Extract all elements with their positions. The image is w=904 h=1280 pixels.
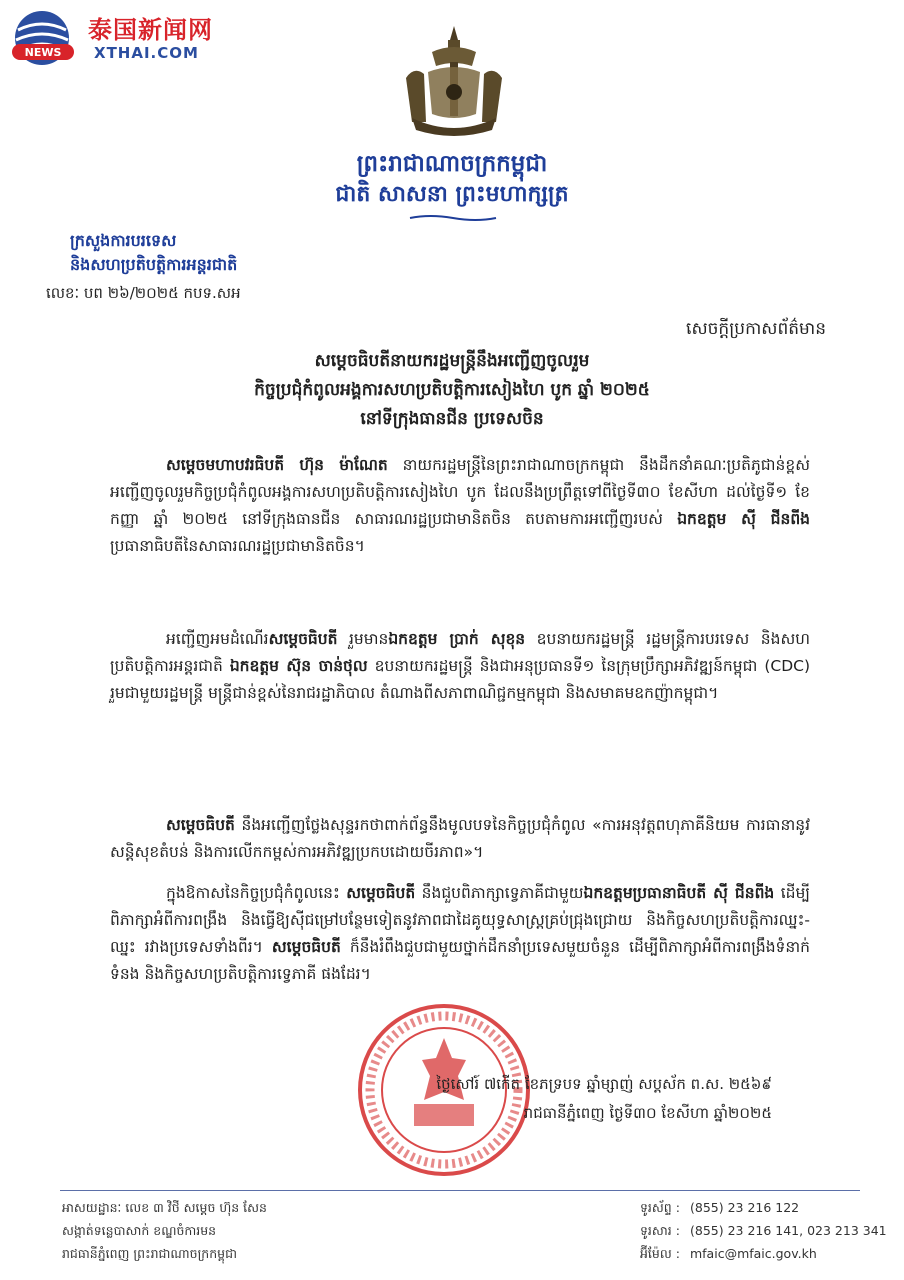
address-line1: អាសយដ្ឋានៈ លេខ ៣ វិថី សម្តេច ហ៊ុន សែន <box>62 1200 267 1215</box>
paragraph-2 <box>110 626 810 707</box>
date-lunar: ថ្ងៃសៅរ៍ ៧កើត ខែភទ្របទ ឆ្នាំម្សាញ់ សប្តស័ក ព.ស. ២៥៦៩ <box>436 1075 772 1093</box>
contact-fax <box>640 1223 887 1242</box>
p2-text-d: ឧបនាយករដ្ឋមន្ត្រី និងជាអនុប្រធានទី១ នៃក្រុមប្រឹក្សាអភិវឌ្ឍន៍កម្ពុជា (CDC) រួមជាមួយរដ្ឋមន្ត្រី មន្ត្រីជាន់ខ្ពស់នៃរាជរដ្ឋាភិបាល តំណាងពីសភាពាណិជ្ជកម្មកម្ពុជា និងសមាគមឧកញ៉ាកម្ពុជា។ <box>110 657 810 702</box>
p1-text-end: ប្រធានាធិបតីនៃសាធារណរដ្ឋប្រជាមានិតចិន។ <box>110 537 365 555</box>
kingdom-title: ព្រះរាជាណាចក្រកម្ពុជា <box>356 150 548 177</box>
p1-bold-pm: សម្តេចមហាបវរធិបតី ហ៊ុន ម៉ាណែត <box>166 456 388 474</box>
fax-label: ទូរសារ : <box>640 1223 680 1238</box>
p1-text: នាយករដ្ឋមន្ត្រីនៃព្រះរាជាណាចក្រកម្ពុជា នឹងដឹកនាំគណៈប្រតិភូជាន់ខ្ពស់ អញ្ជើញចូលរួមកិច្ចប្រជុំកំពូលអង្គការសហប្រតិបត្តិការសៀងហៃ បូក ដែលនឹងប្រព្រឹត្តទៅពីថ្ងៃទី៣០ ខែសីហា ដល់ថ្ងៃទី១ ខែកញ្ញា ឆ្នាំ ២០២៥ នៅទីក្រុងធានជីន សាធារណរដ្ឋប្រជាមានិតចិន តបតាមការអញ្ជើញរបស់ <box>110 456 810 528</box>
ornament-divider <box>408 214 498 222</box>
fax-value: (855) 23 216 141, 023 213 341 <box>689 1223 887 1238</box>
contact-email <box>640 1246 817 1265</box>
paragraph-3 <box>110 812 810 866</box>
headline-line3: នៅទីក្រុងធានជីន ប្រទេសចិន <box>360 409 544 429</box>
p2-bold-b: ឯកឧត្តម ប្រាក់ សុខុន <box>388 630 526 648</box>
p4-text-a: ក្នុងឱកាសនៃកិច្ចប្រជុំកំពូលនេះ <box>166 884 347 902</box>
footer-divider <box>60 1190 860 1191</box>
date-solar: រាជធានីភ្នំពេញ ថ្ងៃទី៣០ ខែសីហា ឆ្នាំ២០២៥ <box>523 1104 772 1122</box>
email-value[interactable]: mfaic@mfaic.gov.kh <box>689 1246 817 1261</box>
p3-bold: សម្តេចធិបតី <box>166 816 235 834</box>
ministry-name-line1: ក្រសួងការបរទេស <box>70 231 177 250</box>
headline-line1: សម្តេចធិបតីនាយករដ្ឋមន្ត្រីនឹងអញ្ជើញចូលរួម <box>314 351 590 371</box>
royal-emblem-icon <box>392 22 516 138</box>
p4-text-c: ដើម្បីពិភាក្សាអំពីការពង្រឹង និងធ្វើឱ្យស៊ីជម្រៅបន្ថែមទៀតនូវភាពជាដៃគូយុទ្ធសាស្ត្រគ្រប់ជ្រុងជ្រោយ និងកិច្ចសហប្រតិបត្តិការឈ្នះ-ឈ្នះ រវាងប្រទេសទាំងពីរ។ <box>110 884 810 956</box>
p2-bold-c: ឯកឧត្តម ស៊ុន ចាន់ថុល <box>229 657 368 675</box>
address-line3: រាជធានីភ្នំពេញ ព្រះរាជាណាចក្រកម្ពុជា <box>62 1246 237 1261</box>
p2-text-a: អញ្ជើញអមដំណើរ <box>166 630 269 648</box>
p2-text-c: ឧបនាយករដ្ឋមន្ត្រី រដ្ឋមន្ត្រីការបរទេស និងសហប្រតិបត្តិការអន្តរជាតិ <box>110 630 810 675</box>
national-motto: ជាតិ សាសនា ព្រះមហាក្សត្រ <box>335 181 569 207</box>
watermark-badge: NEWS <box>24 46 62 59</box>
p4-text-b: នឹងជួបពិភាក្សាទ្វេភាគីជាមួយ <box>415 884 584 902</box>
watermark-url: XTHAI.COM <box>94 44 199 62</box>
address-line2: សង្កាត់ទន្លេបាសាក់ ខណ្ឌចំការមន <box>62 1223 217 1238</box>
email-label: អ៊ីម៉ែល : <box>640 1246 680 1261</box>
contact-phone <box>640 1200 799 1219</box>
p3-text: នឹងអញ្ជើញថ្លែងសុន្ទរកថាពាក់ព័ន្ធនឹងមូលបទនៃកិច្ចប្រជុំកំពូល «ការអនុវត្តពហុភាគីនិយម ការធានានូវសន្តិសុខតំបន់ និងការលើកកម្ពស់ការអភិវឌ្ឍប្រកបដោយចីរភាព»។ <box>110 816 810 861</box>
watermark-brand: 泰国新闻网 <box>88 16 213 44</box>
p1-bold-xi: ឯកឧត្តម ស៊ី ជីនពីង <box>677 510 810 528</box>
headline-line2: កិច្ចប្រជុំកំពូលអង្គការសហប្រតិបត្តិការសៀងហៃ បូក ឆ្នាំ ២០២៥ <box>254 380 650 400</box>
p2-bold-a: សម្តេចធិបតី <box>268 630 338 648</box>
globe-icon <box>8 8 82 68</box>
p4-bold-b: ឯកឧត្តមប្រធានាធិបតី ស៊ី ជីនពីង <box>583 884 775 902</box>
p4-bold-c: សម្តេចធិបតី <box>271 938 341 956</box>
paragraph-4 <box>110 880 810 988</box>
document-type: សេចក្តីប្រកាសព័ត៌មាន <box>686 319 826 339</box>
p4-text-d: ក៏នឹងរំពឹងជួបជាមួយថ្នាក់ដឹកនាំប្រទេសមួយចំនួន ដើម្បីពិភាក្សាអំពីការពង្រឹងទំនាក់ទំនង និងកិច្ចសហប្រតិបត្តិការទ្វេភាគី ផងដែរ។ <box>110 938 810 983</box>
phone-value: (855) 23 216 122 <box>689 1200 800 1215</box>
p4-bold-a: សម្តេចធិបតី <box>346 884 416 902</box>
watermark-logo <box>8 8 238 68</box>
paragraph-1 <box>110 452 810 560</box>
p2-text-b: រួមមាន <box>337 630 389 648</box>
ministry-name-line2: និងសហប្រតិបត្តិការអន្តរជាតិ <box>70 255 238 274</box>
reference-number: លេខៈ បព ២៦/២០២៥ កបទ.សអ <box>46 284 241 302</box>
phone-label: ទូរស័ព្ទ : <box>640 1200 680 1215</box>
